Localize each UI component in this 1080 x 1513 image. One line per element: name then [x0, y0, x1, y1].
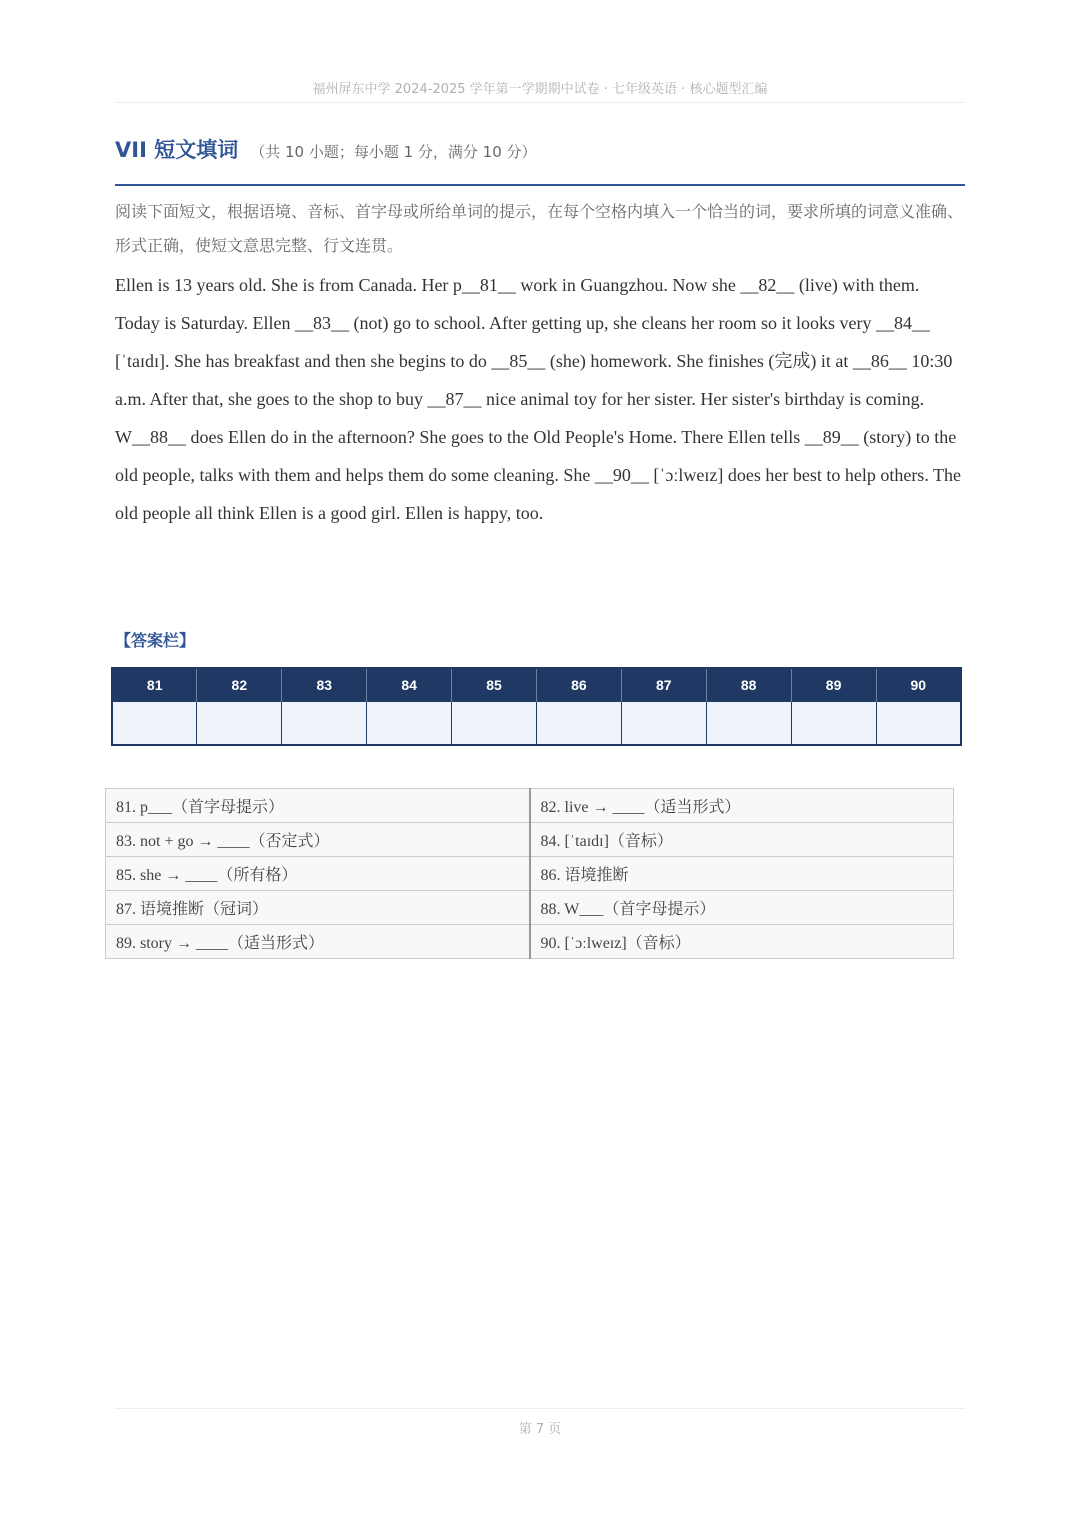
section-title: VII 短文填词	[115, 138, 239, 162]
hint-cell: 85. she → ____（所有格）	[106, 857, 530, 891]
passage-paragraph-3: W__88__ does Ellen do in the afternoon? She goes to the Old People's Home. There Ellen tells __89__ (story) to the old people, talks with them and helps them do some cleaning. She __90__ [ˈɔːlweɪz] does her best to help others. The old people all think Ellen is a good girl. Ellen is happy, too.	[115, 427, 961, 523]
answer-blank-cell[interactable]	[112, 702, 197, 746]
hint-cell: 90. [ˈɔːlweɪz]（音标）	[530, 925, 954, 959]
hint-cell: 88. W___（首字母提示）	[530, 891, 954, 925]
answer-blank-cell[interactable]	[876, 702, 961, 746]
answer-number: 90	[876, 668, 961, 702]
answer-blank-cell[interactable]	[791, 702, 876, 746]
section-heading	[115, 134, 537, 164]
page-number: 第 7 页	[518, 1422, 562, 1437]
hint-cell: 84. [ˈtaɪdɪ]（音标）	[530, 823, 954, 857]
passage-paragraph-1: Ellen is 13 years old. She is from Canada. Her p__81__ work in Guangzhou. Now she __82__ (live) with them.	[115, 275, 920, 295]
answer-number: 81	[112, 668, 197, 702]
answer-number: 83	[282, 668, 367, 702]
hint-cell: 82. live → ____（适当形式）	[530, 789, 954, 823]
answer-blank-cell[interactable]	[367, 702, 452, 746]
instruction-text: 阅读下面短文，根据语境、音标、首字母或所给单词的提示，在每个空格内填入一个恰当的词，要求所填的词意义准确、形式正确，使短文意思完整、行文连贯。	[115, 202, 964, 255]
answer-number: 86	[536, 668, 621, 702]
section-subtitle: （共 10 小题；每小题 1 分，满分 10 分）	[250, 143, 537, 161]
hint-row	[106, 857, 954, 891]
answer-blank-row	[112, 702, 961, 746]
passage	[115, 266, 975, 532]
answer-table	[111, 667, 962, 746]
hint-cell: 86. 语境推断	[530, 857, 954, 891]
hint-cell: 89. story → ____（适当形式）	[106, 925, 530, 959]
hint-row	[106, 789, 954, 823]
answer-blank-cell[interactable]	[536, 702, 621, 746]
answer-number: 82	[197, 668, 282, 702]
hints-table	[105, 788, 954, 959]
hint-row	[106, 823, 954, 857]
answer-number: 85	[452, 668, 537, 702]
answer-label: 【答案栏】	[115, 631, 196, 650]
answer-number: 88	[706, 668, 791, 702]
answer-number: 84	[367, 668, 452, 702]
answer-header-row	[112, 668, 961, 702]
answer-blank-cell[interactable]	[197, 702, 282, 746]
answer-blank-cell[interactable]	[282, 702, 367, 746]
passage-paragraph-2: Today is Saturday. Ellen __83__ (not) go to school. After getting up, she cleans her room so it looks very __84__ [ˈtaɪdɪ]. She has breakfast and then she begins to do __85__ (she) homework. She finishes (完成) it at __86__ 10:30 a.m. After that, she goes to the shop to buy __87__ nice animal toy for her sister. Her sister's birthday is coming.	[115, 313, 953, 409]
answer-number: 87	[621, 668, 706, 702]
page-header: 福州屏东中学 2024-2025 学年第一学期期中试卷 · 七年级英语 · 核心题型汇编	[312, 82, 768, 97]
answer-blank-cell[interactable]	[706, 702, 791, 746]
hint-row	[106, 925, 954, 959]
hint-cell: 83. not + go → ____（否定式）	[106, 823, 530, 857]
section-divider	[115, 184, 965, 186]
footer-divider	[115, 1408, 965, 1409]
hint-cell: 81. p___（首字母提示）	[106, 789, 530, 823]
answer-number: 89	[791, 668, 876, 702]
hint-cell: 87. 语境推断（冠词）	[106, 891, 530, 925]
answer-blank-cell[interactable]	[452, 702, 537, 746]
hint-row	[106, 891, 954, 925]
header-divider	[115, 102, 965, 103]
answer-blank-cell[interactable]	[621, 702, 706, 746]
